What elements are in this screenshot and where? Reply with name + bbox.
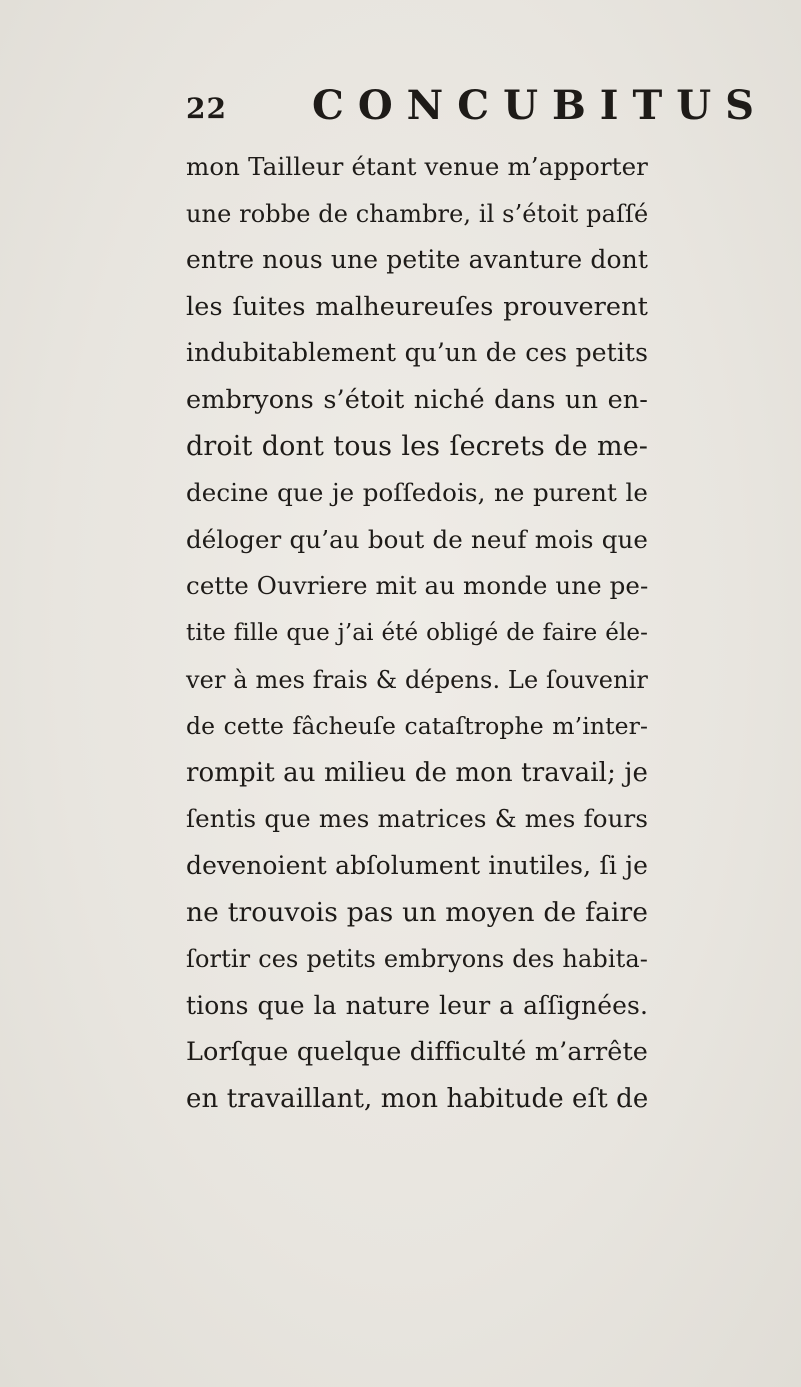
text-line: entre nous une petite avanture dont	[186, 245, 648, 275]
text-line: tite fille que j’ai été obligé de faire éle-	[186, 619, 648, 646]
text-line: devenoient abſolument inutiles, ſi je	[186, 850, 648, 880]
text-line: ſentis que mes matrices & mes fours	[186, 804, 648, 834]
text-line: ver à mes frais & dépens. Le ſouvenir	[186, 665, 648, 694]
text-line: embryons s’étoit niché dans un en-	[186, 384, 648, 415]
text-line: ſortir ces petits embryons des habita-	[186, 945, 648, 974]
body-text	[186, 144, 648, 1122]
text-line: Lorſque quelque difficulté m’arrête	[186, 1037, 648, 1068]
text-line: les ſuites malheureuſes prouverent	[186, 291, 648, 322]
page-header	[186, 82, 769, 132]
text-line: droit dont tous les ſecrets de me-	[186, 430, 648, 462]
text-line: une robbe de chambre, il s’étoit paſſé	[186, 199, 649, 228]
page-number: 22	[186, 92, 227, 125]
text-line: cette Ouvriere mit au monde une pe-	[186, 571, 649, 601]
text-line: de cette fâcheuſe cataſtrophe m’inter-	[186, 712, 648, 741]
text-line: decine que je poſſedois, ne purent le	[186, 478, 648, 508]
text-line: déloger qu’au bout de neuf mois que	[186, 524, 648, 554]
text-line: tions que la nature leur a aſſignées.	[186, 990, 648, 1020]
text-line: en travaillant, mon habitude eſt de	[186, 1083, 649, 1114]
text-line: indubitablement qu’un de ces petits	[186, 338, 648, 368]
text-line: ne trouvois pas un moyen de faire	[186, 896, 648, 928]
text-line: mon Tailleur étant venue m’apporter	[186, 152, 648, 181]
running-head: CONCUBITUS	[312, 82, 769, 129]
text-line: rompit au milieu de mon travail; je	[186, 757, 648, 788]
